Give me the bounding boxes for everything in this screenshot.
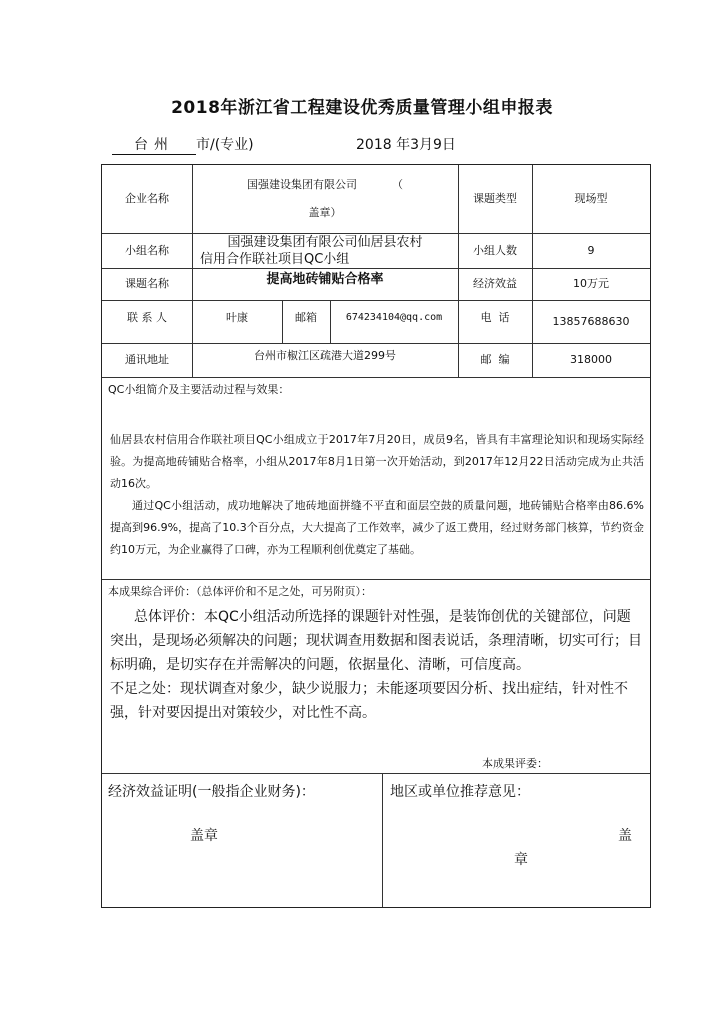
- economic-benefit-label: 经济效益: [473, 277, 517, 290]
- topic-type-label: 课题类型: [473, 192, 517, 205]
- application-form-table: [101, 164, 651, 908]
- topic-name-label: 课题名称: [125, 277, 169, 290]
- intro-paragraph-1: 仙居县农村信用合作联社项目QC小组成立于2017年7月20日，成员9名，皆具有丰富理论知识和现场实际经验。为提高地砖铺贴合格率，小组从2017年8月1日第一次开始活动，到2017年12月22日活动完成为止共活动16次。: [110, 433, 644, 490]
- evaluation-body: [110, 605, 644, 725]
- postcode-label: 邮 编: [480, 353, 510, 366]
- recommendation-title: 地区或单位推荐意见：: [390, 784, 530, 800]
- evaluation-committee: 本成果评委：: [482, 757, 548, 770]
- report-date: 2018 年3月9日: [356, 137, 456, 153]
- address-label: 通讯地址: [125, 353, 169, 366]
- group-name-line1: 国强建设集团有限公司仙居县农村: [227, 234, 423, 250]
- finance-seal: 盖章: [190, 828, 218, 844]
- contact-name: 叶康: [226, 311, 248, 324]
- page-title: 2018年浙江省工程建设优秀质量管理小组申报表: [171, 98, 553, 118]
- postcode-value: 318000: [570, 353, 612, 366]
- contact-label: 联 系 人: [127, 311, 167, 324]
- economic-proof-title: 经济效益证明(一般指企业财务)：: [108, 784, 315, 800]
- row-divider: [102, 773, 650, 774]
- email-label: 邮箱: [295, 311, 317, 324]
- topic-name-value: 提高地砖铺贴合格率: [266, 272, 384, 287]
- address-value: 台州市椒江区疏港大道299号: [254, 349, 396, 362]
- shortcomings: 不足之处：现状调查对象少，缺少说服力；未能逐项要因分析、找出症结，针对性不强，针对要因提出对策较少，对比性不高。: [110, 681, 628, 721]
- group-name-label: 小组名称: [125, 243, 169, 257]
- economic-benefit-value: 10万元: [573, 277, 609, 290]
- member-count-value: 9: [587, 243, 595, 257]
- city-line: [112, 134, 254, 154]
- overall-evaluation: 总体评价：本QC小组活动所选择的课题针对性强，是装饰创优的关键部位，问题突出，是现场必须解决的问题；现状调查用数据和图表说话，条理清晰，切实可行；目标明确，是切实存在并需解决的问题，依据量化、清晰，可信度高。: [110, 609, 642, 673]
- intro-section-label: QC小组简介及主要活动过程与效果：: [108, 383, 290, 396]
- col-divider: [382, 773, 383, 907]
- recommendation-seal-char-2: 章: [514, 852, 528, 868]
- enterprise-value: [192, 165, 458, 233]
- intro-body: [110, 429, 644, 561]
- enterprise-label: 企业名称: [125, 192, 169, 205]
- topic-type-value: 现场型: [574, 192, 608, 205]
- phone-value: 13857688630: [552, 314, 630, 328]
- group-name-value: [192, 233, 458, 268]
- row-divider: [102, 377, 650, 378]
- enterprise-seal-note: 盖章）: [308, 206, 342, 219]
- enterprise-name: 国强建设集团有限公司 （: [247, 178, 403, 191]
- member-count-label: 小组人数: [473, 243, 517, 257]
- intro-paragraph-2: 通过QC小组活动，成功地解决了地砖地面拼缝不平直和面层空鼓的质量问题，地砖铺贴合格率由86.6%提高到96.9%，提高了10.3个百分点，大大提高了工作效率，减少了返工费用，经过财务部门核算，节约资金约10万元，为企业赢得了口碑，亦为工程顺利创优奠定了基础。: [110, 499, 644, 556]
- row-divider: [102, 579, 650, 580]
- evaluation-section-label: 本成果综合评价：（总体评价和不足之处，可另附页）：: [108, 585, 372, 598]
- email-value: 674234104@qq.com: [345, 312, 443, 323]
- recommendation-seal-char-1: 盖: [618, 828, 632, 844]
- city-field: 台州: [112, 134, 196, 155]
- phone-label: 电 话: [480, 311, 510, 324]
- group-name-line2: 信用合作联社项目QC小组: [200, 251, 350, 267]
- unit-suffix: 市/(专业): [196, 137, 254, 153]
